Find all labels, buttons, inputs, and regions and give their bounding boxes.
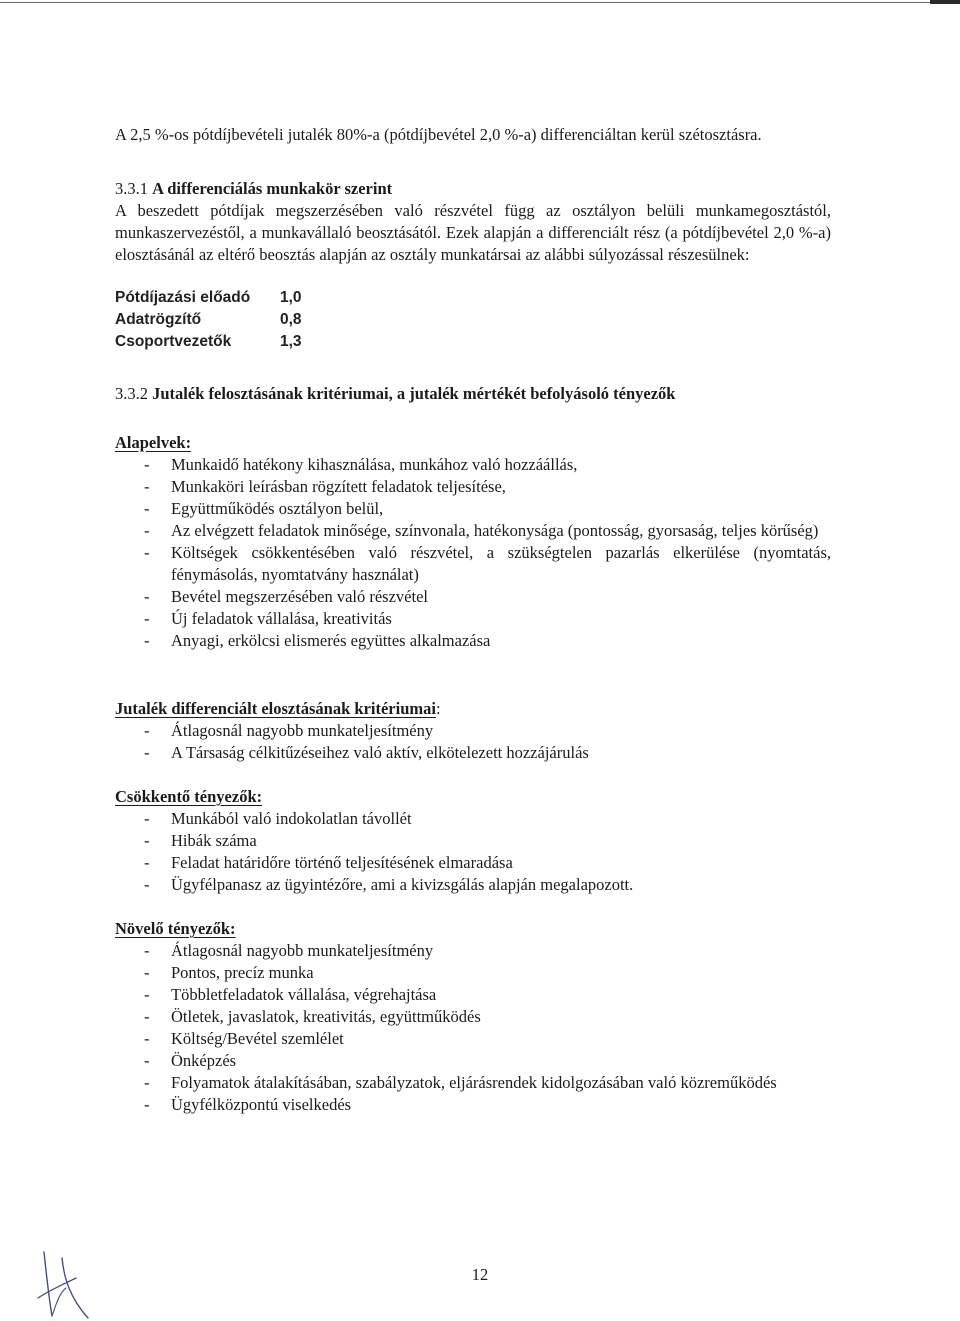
list-item: - Munkaidő hatékony kihasználása, munkához való hozzáállás,: [115, 454, 831, 476]
kriteriumok-title: Jutalék differenciált elosztásának kritériumai: [115, 699, 436, 718]
section-3-3-2-heading: [115, 383, 831, 405]
intro-paragraph: A 2,5 %-os pótdíjbevételi jutalék 80%-a (pótdíjbevétel 2,0 %-a) differenciáltan kerül szétosztásra.: [115, 125, 762, 144]
weight-row: [115, 331, 831, 353]
list-item: - Munkából való indokolatlan távollét: [115, 808, 831, 830]
kriteriumok-group: [115, 698, 831, 764]
list-item: - Átlagosnál nagyobb munkateljesítmény: [115, 940, 831, 962]
novelo-group: [115, 918, 831, 1116]
section-3-3-2-title: Jutalék felosztásának kritériumai, a jutalék mértékét befolyásoló tényezők: [152, 384, 676, 403]
document-page: [115, 124, 831, 1116]
list-item: - Ügyfélpanasz az ügyintézőre, ami a kivizsgálás alapján megalapozott.: [115, 874, 831, 896]
weight-row: [115, 287, 831, 309]
list-item: - Az elvégzett feladatok minősége, színvonala, hatékonysága (pontosság, gyorsaság, teljes körűség): [115, 520, 831, 542]
list-item: - Költségek csökkentésében való részvétel, a szükségtelen pazarlás elkerülése (nyomtatás, fénymásolás, nyomtatvány használat): [115, 542, 831, 586]
list-item: - Átlagosnál nagyobb munkateljesítmény: [115, 720, 831, 742]
kriteriumok-list: [115, 720, 831, 764]
weight-table: [115, 287, 831, 353]
list-item: - A Társaság célkitűzéseihez való aktív, elkötelezett hozzájárulás: [115, 742, 831, 764]
list-item: - Új feladatok vállalása, kreativitás: [115, 608, 831, 630]
kriteriumok-heading: [115, 698, 831, 720]
novelo-list: [115, 940, 831, 1116]
list-item: - Hibák száma: [115, 830, 831, 852]
section-3-3-2-number: 3.3.2: [115, 384, 148, 403]
list-item: - Anyagi, erkölcsi elismerés együttes alkalmazása: [115, 630, 831, 652]
list-item: - Költség/Bevétel szemlélet: [115, 1028, 831, 1050]
section-3-3-1-title: A differenciálás munkakör szerint: [152, 179, 393, 198]
weight-value: 1,0: [280, 289, 302, 306]
csokkento-group: [115, 786, 831, 896]
weight-row: [115, 309, 831, 331]
list-item: - Munkaköri leírásban rögzített feladatok teljesítése,: [115, 476, 831, 498]
list-item: - Ügyfélközpontú viselkedés: [115, 1094, 831, 1116]
list-item: - Együttműködés osztályon belül,: [115, 498, 831, 520]
section-3-3-1-number: 3.3.1: [115, 179, 148, 198]
weight-role: Adatrögzítő: [115, 311, 202, 328]
novelo-title: Növelő tényezők:: [115, 919, 236, 938]
list-item: - Feladat határidőre történő teljesítésének elmaradása: [115, 852, 831, 874]
section-3-3-1-body: A beszedett pótdíjak megszerzésében való részvétel függ az osztályon belüli munkamegosztástól, munkaszervezéstől, a munkavállaló beosztásától. Ezek alapján a differenciált rész (a pótdíjbevétel 2,0 %-a) elosztásánál az eltérő beosztás alapján az osztály munkatársai az alábbi súlyozással részesülnek:: [115, 201, 831, 264]
list-item: - Többletfeladatok vállalása, végrehajtása: [115, 984, 831, 1006]
scan-top-edge: [0, 2, 960, 3]
alapelvek-list: [115, 454, 831, 652]
list-item: - Ötletek, javaslatok, kreativitás, együttműködés: [115, 1006, 831, 1028]
alapelvek-title: Alapelvek:: [115, 433, 192, 452]
scan-top-edge-mark: [930, 0, 960, 4]
weight-role: Csoportvezetők: [115, 333, 232, 350]
list-item: - Önképzés: [115, 1050, 831, 1072]
page-number: 12: [471, 1265, 489, 1284]
weight-value: 0,8: [280, 311, 302, 328]
alapelvek-group: [115, 432, 831, 652]
list-item: - Pontos, precíz munka: [115, 962, 831, 984]
weight-role: Pótdíjazási előadó: [115, 289, 251, 306]
section-3-3-1-heading: [115, 178, 831, 200]
csokkento-list: [115, 808, 831, 896]
list-item: - Bevétel megszerzésében való részvétel: [115, 586, 831, 608]
section-3-3-1: [115, 178, 831, 266]
list-item: - Folyamatok átalakításában, szabályzatok, eljárásrendek kidolgozásában való közreműködés: [115, 1072, 831, 1094]
kriteriumok-colon: :: [435, 699, 441, 718]
weight-value: 1,3: [280, 333, 302, 350]
csokkento-title: Csökkentő tényezők:: [115, 787, 263, 806]
